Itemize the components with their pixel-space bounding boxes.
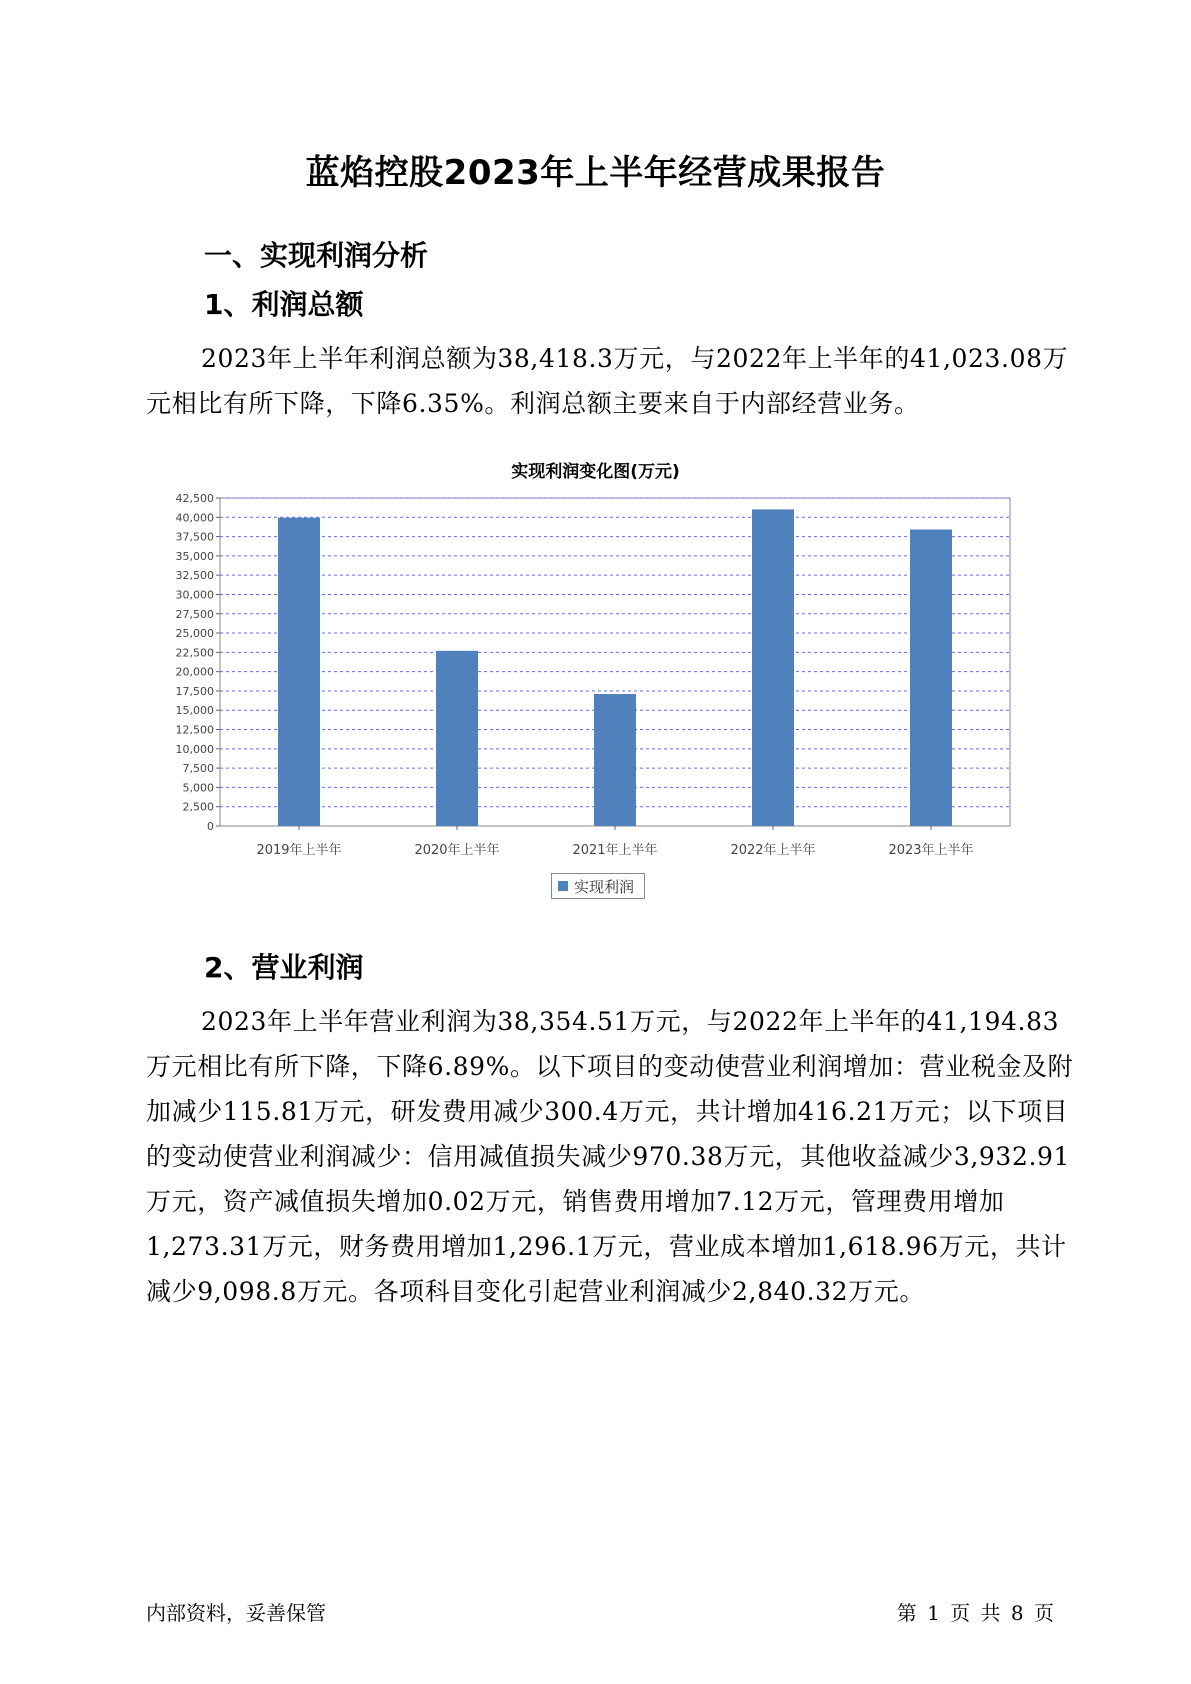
subheading-total-profit: 1、利润总额 xyxy=(204,288,364,321)
y-tick-label: 5,000 xyxy=(182,781,214,795)
y-tick-label: 30,000 xyxy=(175,588,214,602)
y-tick-label: 10,000 xyxy=(175,742,214,756)
y-tick-label: 25,000 xyxy=(175,627,214,641)
footer-page-number: 第 1 页 共 8 页 xyxy=(896,1601,1054,1625)
y-tick-label: 7,500 xyxy=(182,762,214,776)
x-tick-label: 2021年上半年 xyxy=(572,843,658,858)
y-tick-label: 22,500 xyxy=(175,646,214,660)
x-tick-label: 2023年上半年 xyxy=(888,843,974,858)
profit-bar-chart xyxy=(170,488,1030,868)
y-tick-label: 40,000 xyxy=(175,511,214,525)
bar xyxy=(278,518,320,826)
legend-swatch xyxy=(558,881,568,891)
y-tick-label: 42,500 xyxy=(175,492,214,505)
y-tick-label: 0 xyxy=(207,820,214,833)
chart-legend xyxy=(551,873,645,899)
x-tick-label: 2019年上半年 xyxy=(256,843,342,858)
y-tick-label: 27,500 xyxy=(175,607,214,621)
chart-title: 实现利润变化图(万元) xyxy=(511,462,680,482)
y-tick-label: 12,500 xyxy=(175,723,214,737)
document-title: 蓝焰控股2023年上半年经营成果报告 xyxy=(305,153,886,193)
y-tick-label: 35,000 xyxy=(175,549,214,563)
bar xyxy=(752,509,794,826)
legend-label: 实现利润 xyxy=(574,877,635,896)
paragraph-operating-profit: 2023年上半年营业利润为38,354.51万元，与2022年上半年的41,194.83万元相比有所下降，下降6.89%。以下项目的变动使营业利润增加：营业税金及附加减少115.81万元，研发费用减少300.4万元，共计增加416.21万元；以下项目的变动使营业利润减少：信用减值损失减少970.38万元，其他收益减少3,932.91万元，资产减值损失增加0.02万元，销售费用增加7.12万元，管理费用增加1,273.31万元，财务费用增加1,296.1万元，营业成本增加1,618.96万元，共计减少9,098.8万元。各项科目变化引起营业利润减少2,840.32万元。 xyxy=(146,1007,1074,1306)
bar xyxy=(910,530,952,826)
y-tick-label: 32,500 xyxy=(175,569,214,583)
subheading-operating-profit: 2、营业利润 xyxy=(204,951,364,984)
y-tick-label: 37,500 xyxy=(175,530,214,544)
paragraph-total-profit: 2023年上半年利润总额为38,418.3万元，与2022年上半年的41,023.08万元相比有所下降，下降6.35%。利润总额主要来自于内部经营业务。 xyxy=(146,344,1069,418)
bar xyxy=(436,651,478,826)
bar xyxy=(594,694,636,826)
y-tick-label: 2,500 xyxy=(182,800,214,814)
section-heading-profit-analysis: 一、实现利润分析 xyxy=(204,239,429,272)
y-tick-label: 20,000 xyxy=(175,665,214,679)
x-tick-label: 2020年上半年 xyxy=(414,843,500,858)
footer-confidential: 内部资料，妥善保管 xyxy=(146,1601,326,1625)
y-tick-label: 17,500 xyxy=(175,684,214,698)
x-tick-label: 2022年上半年 xyxy=(730,843,816,858)
y-tick-label: 15,000 xyxy=(175,704,214,718)
